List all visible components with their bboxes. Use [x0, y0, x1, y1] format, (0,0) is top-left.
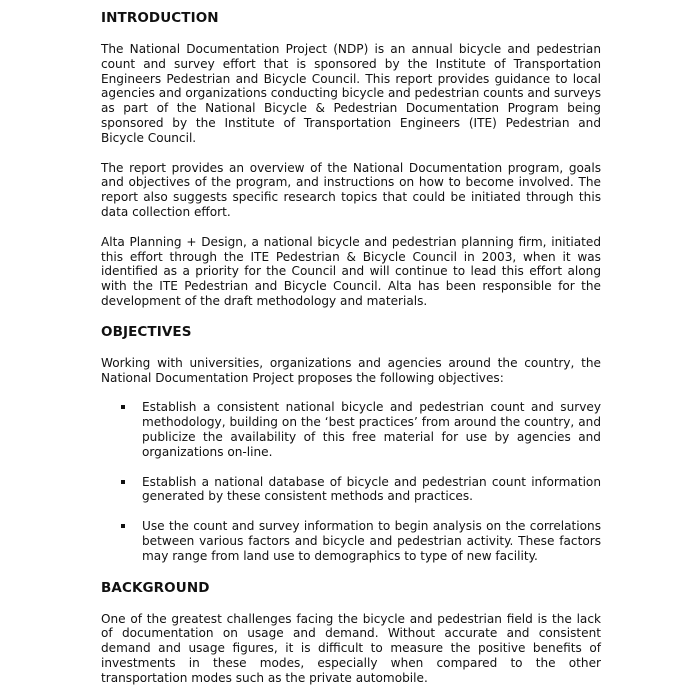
background-heading: BACKGROUND [101, 579, 210, 596]
square-bullet-icon [121, 480, 125, 484]
introduction-paragraph-1: The National Documentation Project (NDP) is an annual bicycle and pedestrian count and survey effort that is sponsored by the Institute of Transportation Engineers Pedestrian and Bicycle Council. This report provides guidance to local agencies and organizations conducting bicycle and pedestrian counts and surveys as part of the National Bicycle & Pedestrian Documentation Program being sponsored by the Institute of Transportation Engineers (ITE) Pedestrian and Bicycle Council. [101, 42, 601, 145]
background-paragraph-1: One of the greatest challenges facing the bicycle and pedestrian field is the lack of documentation on usage and demand. Without accurate and consistent demand and usage figures, it is difficult to measure the positive benefits of investments in these modes, especially when compared to the other transportation modes such as the private automobile. [101, 611, 601, 685]
objective-item-text: Establish a national database of bicycle and pedestrian count information generated by these consistent methods and practices. [142, 474, 601, 504]
objective-item-3 [101, 519, 601, 563]
introduction-heading: INTRODUCTION [101, 10, 219, 26]
square-bullet-icon [121, 524, 125, 528]
objectives-intro-paragraph: Working with universities, organizations and agencies around the country, the National Documentation Project proposes the following objectives: [101, 355, 601, 385]
objective-item-2 [101, 475, 601, 505]
objective-item-text: Establish a consistent national bicycle and pedestrian count and survey methodology, building on the ‘best practices’ from around the country, and publicize the availability of this free material for use by agencies and organizations on-line. [142, 400, 601, 459]
objectives-list [101, 400, 601, 563]
introduction-paragraph-3: Alta Planning + Design, a national bicycle and pedestrian planning firm, initiated this effort through the ITE Pedestrian & Bicycle Council in 2003, when it was identified as a priority for the Council and will continue to lead this effort along with the ITE Pedestrian and Bicycle Council. Alta has been responsible for the development of the draft methodology and materials. [101, 234, 601, 308]
objective-item-text: Use the count and survey information to begin analysis on the correlations between various factors and bicycle and pedestrian activity. These factors may range from land use to demographics to type of new facility. [142, 519, 601, 563]
square-bullet-icon [121, 405, 125, 409]
objectives-heading: OBJECTIVES [101, 323, 192, 340]
introduction-paragraph-2: The report provides an overview of the National Documentation program, goals and objectives of the program, and instructions on how to become involved. The report also suggests specific research topics that could be initiated through this data collection effort. [101, 160, 601, 219]
objective-item-1 [101, 400, 601, 459]
document-page [101, 9, 601, 686]
